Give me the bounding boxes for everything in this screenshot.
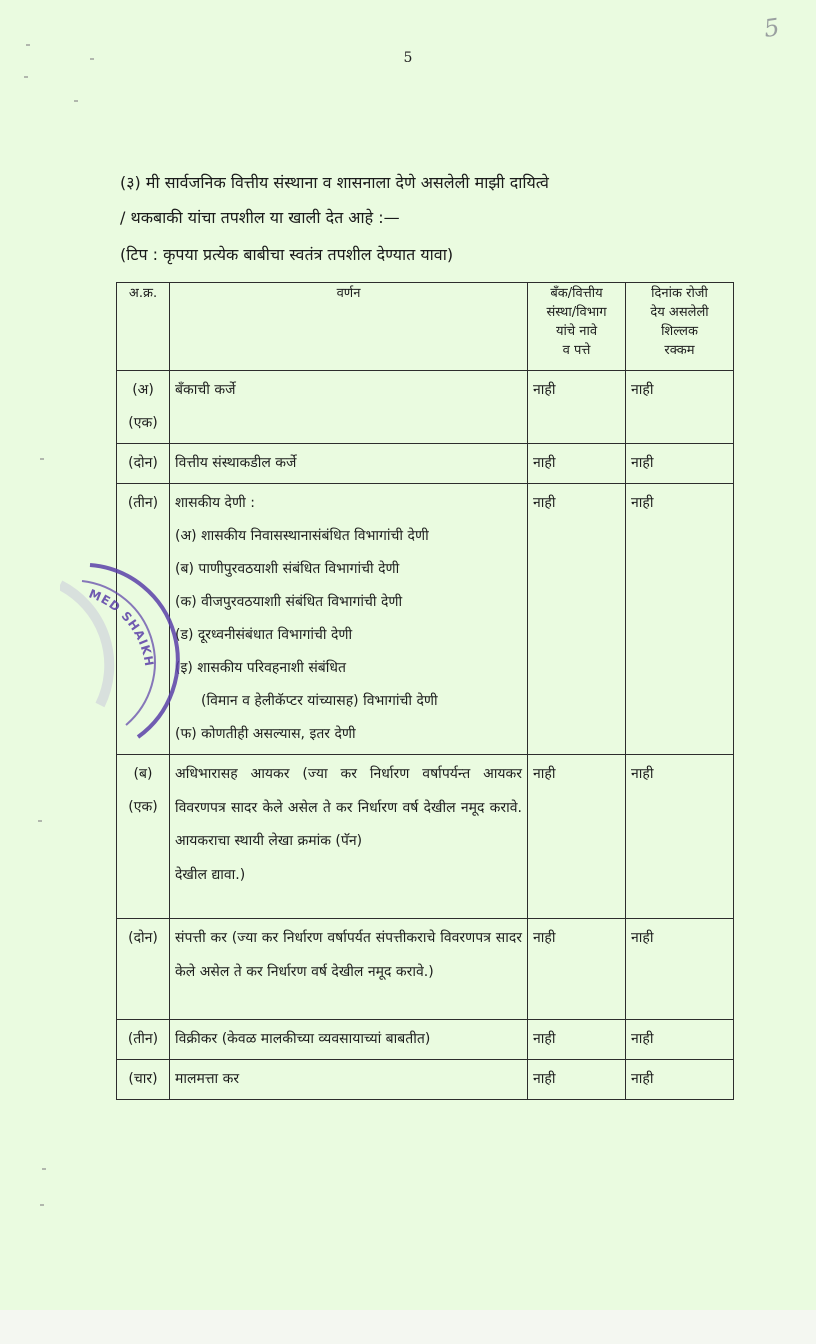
amount-value: नाही [631,1031,654,1047]
handwritten-page-mark: 5 [762,13,782,43]
description-line: शासकीय देणी : [175,495,255,511]
scan-speck [90,58,94,60]
header-bank-institution [528,283,626,371]
serial-label: (तीन) [127,1031,159,1047]
row-amount [626,755,734,919]
row-serial [117,371,170,444]
description-line: (फ) कोणतीही असल्यास, इतर देणी [175,726,356,742]
header-bank-line: बँक/वित्तीय [550,286,603,301]
header-description: वर्णन [170,283,528,371]
row-bank [528,484,626,755]
amount-value: नाही [631,495,654,511]
description-line: (इ) शासकीय परिवहनाशी संबंधित [175,660,346,676]
table-row [117,444,734,484]
row-amount [626,919,734,1020]
row-amount [626,1060,734,1100]
amount-value: नाही [631,382,654,398]
bank-value: नाही [533,495,556,511]
liabilities-table [116,282,734,1100]
description-text: विक्रीकर (केवळ मालकीच्या व्यवसायाच्यां बाबतीत) [175,1031,431,1047]
amount-value: नाही [631,1071,654,1087]
row-bank [528,444,626,484]
serial-label: (एक) [128,799,158,815]
serial-label: (दोन) [128,455,158,471]
row-bank [528,755,626,919]
serial-label: (दोन) [128,930,158,946]
amount-value: नाही [631,930,654,946]
bank-value: नाही [533,382,556,398]
row-amount [626,444,734,484]
row-serial [117,755,170,919]
stamp-text: MED SHAIKH [86,586,157,668]
row-description [170,919,528,1020]
table-row [117,484,734,755]
row-description [170,755,528,919]
description-text: मालमत्ता कर [175,1071,240,1087]
table-row [117,1020,734,1060]
serial-label: (ब) [133,766,153,782]
scan-speck [42,1168,46,1170]
row-description [170,1020,528,1060]
section-heading-continued: / थकबाकी यांचा तपशील या खाली देत आहे :— [120,208,400,227]
header-outstanding-amount [626,283,734,371]
amount-value: नाही [631,455,654,471]
description-paragraph: अधिभारासह आयकर (ज्या कर निर्धारण वर्षापर्यन्त आयकर विवरणपत्र सादर केले असेल ते कर निर्धारण वर्ष देखील नमूद करावे. आयकराचा स्थायी लेखा क्रमांक (पॅन) [175,766,522,849]
description-text: बँकाची कर्जे [175,382,236,398]
header-serial-no: अ.क्र. [117,283,170,371]
description-line: देखील द्यावा.) [175,866,246,883]
serial-label: (अ) [132,382,154,398]
table-row [117,755,734,919]
bank-value: नाही [533,930,556,946]
header-bank-line: संस्था/विभाग [546,304,607,320]
row-serial [117,919,170,1020]
row-serial [117,484,170,755]
header-bank-line: यांचे नावे [555,323,598,339]
row-bank [528,919,626,1020]
section-heading: (३) मी सार्वजनिक वित्तीय संस्थाना व शासनाला देणे असलेली माझी दायित्वे [120,173,549,192]
serial-label: (चार) [128,1071,158,1087]
row-description [170,371,528,444]
table-row [117,919,734,1020]
row-description [170,1060,528,1100]
row-description [170,484,528,755]
table-row [117,371,734,444]
table-row [117,1060,734,1100]
row-serial [117,444,170,484]
description-line: (ब) पाणीपुरवठयाशी संबंधित विभागांची देणी [175,561,400,577]
row-amount [626,1020,734,1060]
description-line: (ड) दूरध्वनीसंबंधात विभागांची देणी [175,627,353,643]
row-bank [528,1020,626,1060]
bank-value: नाही [533,455,556,471]
description-line: (अ) शासकीय निवासस्थानासंबंधित विभागांची देणी [175,528,429,544]
page-number: 5 [403,50,413,66]
row-serial [117,1020,170,1060]
description-line: (क) वीजपुरवठयाशाी संबंधित विभागांची देणी [175,594,403,610]
description-paragraph: संपत्ती कर (ज्या कर निर्धारण वर्षापर्यत संपत्तीकराचे विवरणपत्र सादर केले असेल ते कर निर्धारण वर्ष देखील नमूद करावे.) [175,930,522,980]
scan-speck [24,76,28,78]
scan-speck [40,458,44,460]
scan-speck [40,1204,44,1206]
bank-value: नाही [533,1071,556,1087]
description-text: वित्तीय संस्थाकडील कर्जे [175,455,297,471]
section-note: (टिप : कृपया प्रत्येक बाबीचा स्वतंत्र तपशील देण्यात यावा) [120,245,454,264]
table-header-row [117,283,734,371]
amount-value: नाही [631,766,654,782]
header-amount-line: दिनांक रोजी [651,286,708,301]
row-amount [626,371,734,444]
header-amount-line: देय असलेली [650,304,709,320]
serial-label: (एक) [128,415,158,431]
row-amount [626,484,734,755]
header-amount-line: शिल्लक [661,323,698,339]
scan-speck [38,820,42,822]
row-bank [528,371,626,444]
bank-value: नाही [533,766,556,782]
description-line: (विमान व हेलीकॅप्टर यांच्यासह) विभागांची देणी [201,693,438,709]
header-bank-line: व पत्ते [562,342,591,358]
scan-speck [26,44,30,46]
row-serial [117,1060,170,1100]
bank-value: नाही [533,1031,556,1047]
row-bank [528,1060,626,1100]
header-amount-line: रक्कम [664,342,695,358]
row-description [170,444,528,484]
scan-bottom-edge [0,1310,816,1344]
scan-speck [74,100,78,102]
serial-label: (तीन) [127,495,159,511]
